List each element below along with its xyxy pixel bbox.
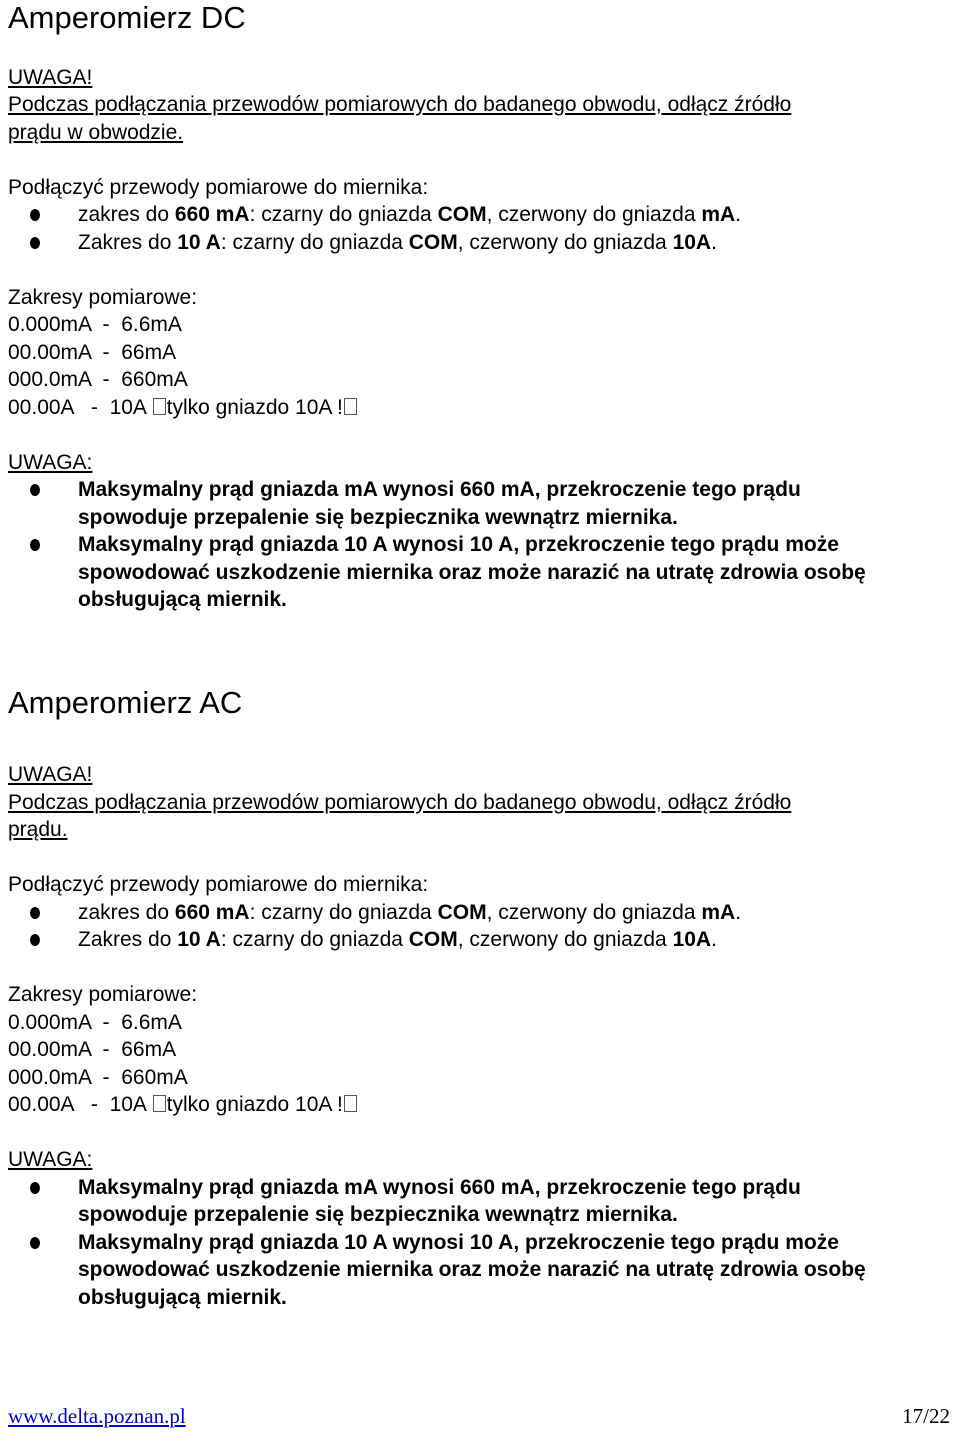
text-bold: 660 mA [174, 203, 250, 226]
page-footer [8, 1402, 950, 1430]
dc-title: Amperomierz DC [8, 0, 246, 35]
ac-connect-item-ma [8, 899, 956, 927]
website-link[interactable]: www.delta.poznan.pl [8, 1404, 186, 1428]
text-bold: 660 mA [174, 900, 250, 924]
dc-range-4 [8, 394, 956, 422]
text: : czarny do gniazda [220, 230, 409, 254]
text: , czerwony do gniazda [457, 928, 673, 951]
text-bold: 10 A [177, 928, 221, 951]
text: . [711, 230, 717, 254]
text: Zakres do [78, 928, 178, 951]
text: Zakres do [78, 230, 178, 254]
text-bold: 10A [672, 928, 712, 951]
ac-warning-line1: Podczas podłączania przewodów pomiarowych do badanego obwodu, odłącz źródło [8, 790, 792, 814]
dc-connect-item-ma [8, 201, 956, 229]
text-bold: mA [701, 900, 736, 924]
dc-ranges-label: Zakresy pomiarowe: [8, 285, 198, 309]
text: 00.00A - 10A [8, 395, 152, 419]
ac-title: Amperomierz AC [8, 685, 243, 720]
dc-caution-list [8, 476, 956, 614]
text-bold: 10A [672, 230, 712, 254]
text-bold: COM [408, 928, 458, 951]
ac-range-4 [8, 1091, 956, 1119]
text: . [711, 928, 717, 951]
ac-range-3: 000.0mA - 660mA [8, 1065, 188, 1089]
dc-connect-intro: Podłączyć przewody pomiarowe do miernika: [8, 175, 429, 199]
ac-connect-list [8, 899, 956, 954]
ac-warning-label: UWAGA! [8, 763, 93, 786]
dc-section [8, 0, 956, 614]
text-bold: mA [701, 203, 736, 226]
dc-warning-line1: Podczas podłączania przewodów pomiarowych do badanego obwodu, odłącz źródło [8, 93, 792, 116]
ac-caution-label: UWAGA: [8, 1148, 93, 1171]
dc-range-2: 00.00mA - 66mA [8, 340, 177, 364]
text: , czerwony do gniazda [457, 230, 673, 254]
dc-connect-list [8, 201, 956, 256]
ac-caution-item-10a [8, 1229, 956, 1312]
dc-caution-label: UWAGA: [8, 450, 93, 474]
text: : czarny do gniazda [249, 203, 438, 226]
bullet-icon [30, 1237, 40, 1249]
ac-section [8, 685, 956, 1311]
bullet-icon [30, 907, 40, 919]
dc-caution-item-ma [8, 476, 956, 531]
dc-connect-item-10a [8, 229, 956, 257]
dc-range-1: 0.000mA - 6.6mA [8, 313, 182, 336]
ac-ranges-label: Zakresy pomiarowe: [8, 983, 198, 1006]
bullet-icon [30, 209, 40, 221]
text: zakres do [78, 203, 175, 226]
text: Maksymalny prąd gniazda 10 A wynosi 10 A, przekroczenie tego prądu może spowodować uszkodzenie miernika oraz może narazić na utratę zdrowia osobę obsługującą miernik. [78, 533, 866, 611]
ac-caution-item-ma [8, 1174, 956, 1229]
missing-glyph-icon [153, 398, 166, 415]
missing-glyph-icon [344, 1095, 357, 1112]
ac-caution-list [8, 1174, 956, 1312]
page-number: 17/22 [902, 1404, 950, 1428]
ac-connect-item-10a [8, 926, 956, 954]
text-bold: COM [437, 900, 487, 924]
bullet-icon [30, 484, 40, 496]
ac-warning-line2: prądu. [8, 818, 68, 841]
text: , czerwony do gniazda [486, 203, 702, 226]
bullet-icon [30, 1182, 40, 1194]
text: tylko gniazdo 10A ! [166, 395, 343, 419]
text: : czarny do gniazda [249, 900, 438, 924]
text: zakres do [78, 900, 175, 924]
text: tylko gniazdo 10A ! [166, 1093, 343, 1116]
text: , czerwony do gniazda [486, 900, 702, 924]
text: Maksymalny prąd gniazda 10 A wynosi 10 A, przekroczenie tego prądu może spowodować uszkodzenie miernika oraz może narazić na utratę zdrowia osobę obsługującą miernik. [78, 1230, 866, 1309]
text: Maksymalny prąd gniazda mA wynosi 660 mA, przekroczenie tego prądu spowoduje przepalenie się bezpiecznika wewnątrz miernika. [78, 1175, 801, 1226]
dc-warning-line2: prądu w obwodzie. [8, 120, 184, 144]
text-bold: COM [408, 230, 458, 254]
text: Maksymalny prąd gniazda mA wynosi 660 mA, przekroczenie tego prądu spowoduje przepalenie się bezpiecznika wewnątrz miernika. [78, 478, 801, 529]
text: . [735, 900, 742, 924]
dc-caution-item-10a [8, 531, 956, 614]
text: : czarny do gniazda [220, 928, 409, 951]
bullet-icon [30, 934, 40, 946]
text: . [735, 203, 742, 226]
ac-range-1: 0.000mA - 6.6mA [8, 1010, 182, 1034]
ac-connect-intro: Podłączyć przewody pomiarowe do miernika: [8, 873, 429, 896]
text: 00.00A - 10A [8, 1093, 152, 1116]
bullet-icon [30, 237, 40, 249]
missing-glyph-icon [153, 1095, 166, 1112]
dc-warning-label: UWAGA! [8, 65, 93, 89]
ac-range-2: 00.00mA - 66mA [8, 1038, 177, 1061]
bullet-icon [30, 539, 40, 551]
dc-range-3: 000.0mA - 660mA [8, 368, 188, 391]
text-bold: 10 A [177, 230, 221, 254]
missing-glyph-icon [344, 398, 357, 415]
text-bold: COM [437, 203, 487, 226]
